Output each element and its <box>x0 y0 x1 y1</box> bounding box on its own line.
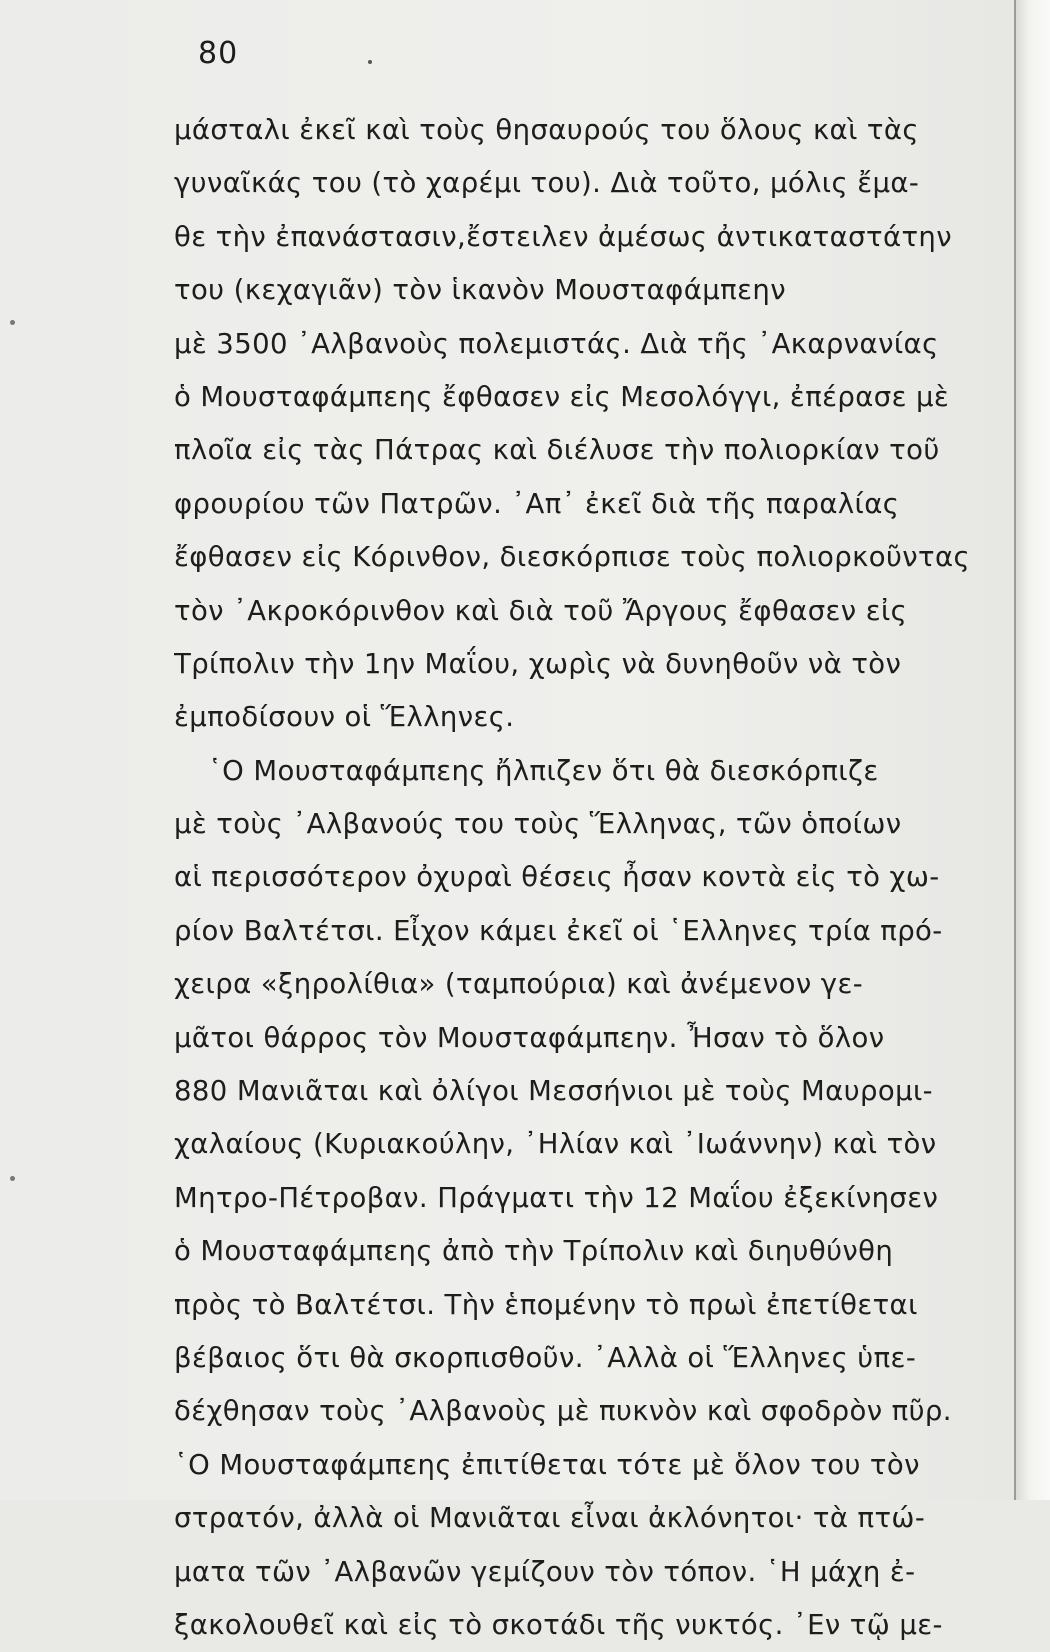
text-line: 880 Μανιᾶται καὶ ὀλίγοι Μεσσήνιοι μὲ τοὺς Μαυρομι- <box>174 1075 934 1108</box>
text-line: ῾Ο Μουσταφάμπεης ἐπιτίθεται τότε μὲ ὅλον του τὸν <box>174 1448 920 1481</box>
text-line: ἐμποδίσουν οἱ Ἕλληνες. <box>174 701 515 734</box>
text-line: μάσταλι ἐκεῖ καὶ τοὺς θησαυρούς του ὅλους καὶ τὰς <box>174 114 919 146</box>
text-line: στρατόν, ἀλλὰ οἱ Μανιᾶται εἶναι ἀκλόνητοι· τὰ πτώ- <box>174 1502 926 1535</box>
text-line: αἱ περισσότερον ὀχυραὶ θέσεις ἦσαν κοντὰ εἰς τὸ χω- <box>174 861 940 894</box>
text-line: μὲ 3500 ᾿Αλβανοὺς πολεμιστάς. Διὰ τῆς ᾿Ακαρνανίας <box>174 327 939 360</box>
text-line: βέβαιος ὅτι θὰ σκορπισθοῦν. ᾿Αλλὰ οἱ Ἕλληνες ὑπε- <box>174 1341 917 1374</box>
page-number: 80 <box>198 36 239 71</box>
margin-dot <box>10 320 15 325</box>
text-line: μᾶτοι θάρρος τὸν Μουσταφάμπεην. Ἦσαν τὸ ὅλον <box>174 1021 885 1054</box>
text-line: τὸν ᾿Ακροκόρινθον καὶ διὰ τοῦ Ἄργους ἔφθασεν εἰς <box>174 594 908 627</box>
text-line: φρουρίου τῶν Πατρῶν. ᾿Απ᾿ ἐκεῖ διὰ τῆς παραλίας <box>174 487 900 520</box>
text-line: Μητρο-Πέτροβαν. Πράγματι τὴν 12 Μαΐου ἐξεκίνησεν <box>174 1181 939 1214</box>
text-line: χειρα «ξηρολίθια» (ταμπούρια) καὶ ἀνέμενον γε- <box>174 968 864 1001</box>
text-line: πρὸς τὸ Βαλτέτσι. Τὴν ἑπομένην τὸ πρωὶ ἐπετίθεται <box>174 1288 918 1321</box>
text-line: του (κεχαγιᾶν) τὸν ἱκανὸν Μουσταφάμπεην <box>174 274 786 307</box>
text-line: ρίον Βαλτέτσι. Εἶχον κάμει ἐκεῖ οἱ ῾Ελληνες τρία πρό- <box>174 914 943 947</box>
text-line: ξακολουθεῖ καὶ εἰς τὸ σκοτάδι τῆς νυκτός. ᾿Εν τῷ με- <box>174 1608 943 1641</box>
text-line: ὁ Μουσταφάμπεης ἀπὸ τὴν Τρίπολιν καὶ διηυθύνθη <box>174 1235 894 1268</box>
text-line: ματα τῶν ᾿Αλβανῶν γεμίζουν τὸν τόπον. ῾Η μάχη ἐ- <box>174 1555 916 1588</box>
text-line: γυναῖκάς του (τὸ χαρέμι του). Διὰ τοῦτο, μόλις ἔμα- <box>174 167 920 200</box>
text-line: ὁ Μουσταφάμπεης ἔφθασεν εἰς Μεσολόγγι, ἐπέρασε μὲ <box>174 380 950 413</box>
paragraph-start-line: ῾Ο Μουσταφάμπεης ἤλπιζεν ὅτι θὰ διεσκόρπιζε <box>208 754 879 787</box>
print-speck <box>368 60 372 64</box>
margin-dot <box>10 1176 15 1181</box>
text-line: χαλαίους (Κυριακούλην, ᾿Ηλίαν καὶ ᾿Ιωάννην) καὶ τὸν <box>174 1128 937 1161</box>
body-text <box>174 104 1024 1652</box>
text-line: δέχθησαν τοὺς ᾿Αλβανοὺς μὲ πυκνὸν καὶ σφοδρὸν πῦρ. <box>174 1395 952 1428</box>
text-line: ἔφθασεν εἰς Κόρινθον, διεσκόρπισε τοὺς πολιορκοῦντας <box>174 541 971 574</box>
text-line: μὲ τοὺς ᾿Αλβανούς του τοὺς Ἕλληνας, τῶν ὁποίων <box>174 808 902 841</box>
text-line: θε τὴν ἐπανάστασιν,ἔστειλεν ἀμέσως ἀντικαταστάτην <box>174 220 953 253</box>
text-line: πλοῖα εἰς τὰς Πάτρας καὶ διέλυσε τὴν πολιορκίαν τοῦ <box>174 434 940 467</box>
text-line: Τρίπολιν τὴν 1ην Μαΐου, χωρὶς νὰ δυνηθοῦν νὰ τὸν <box>174 647 902 680</box>
